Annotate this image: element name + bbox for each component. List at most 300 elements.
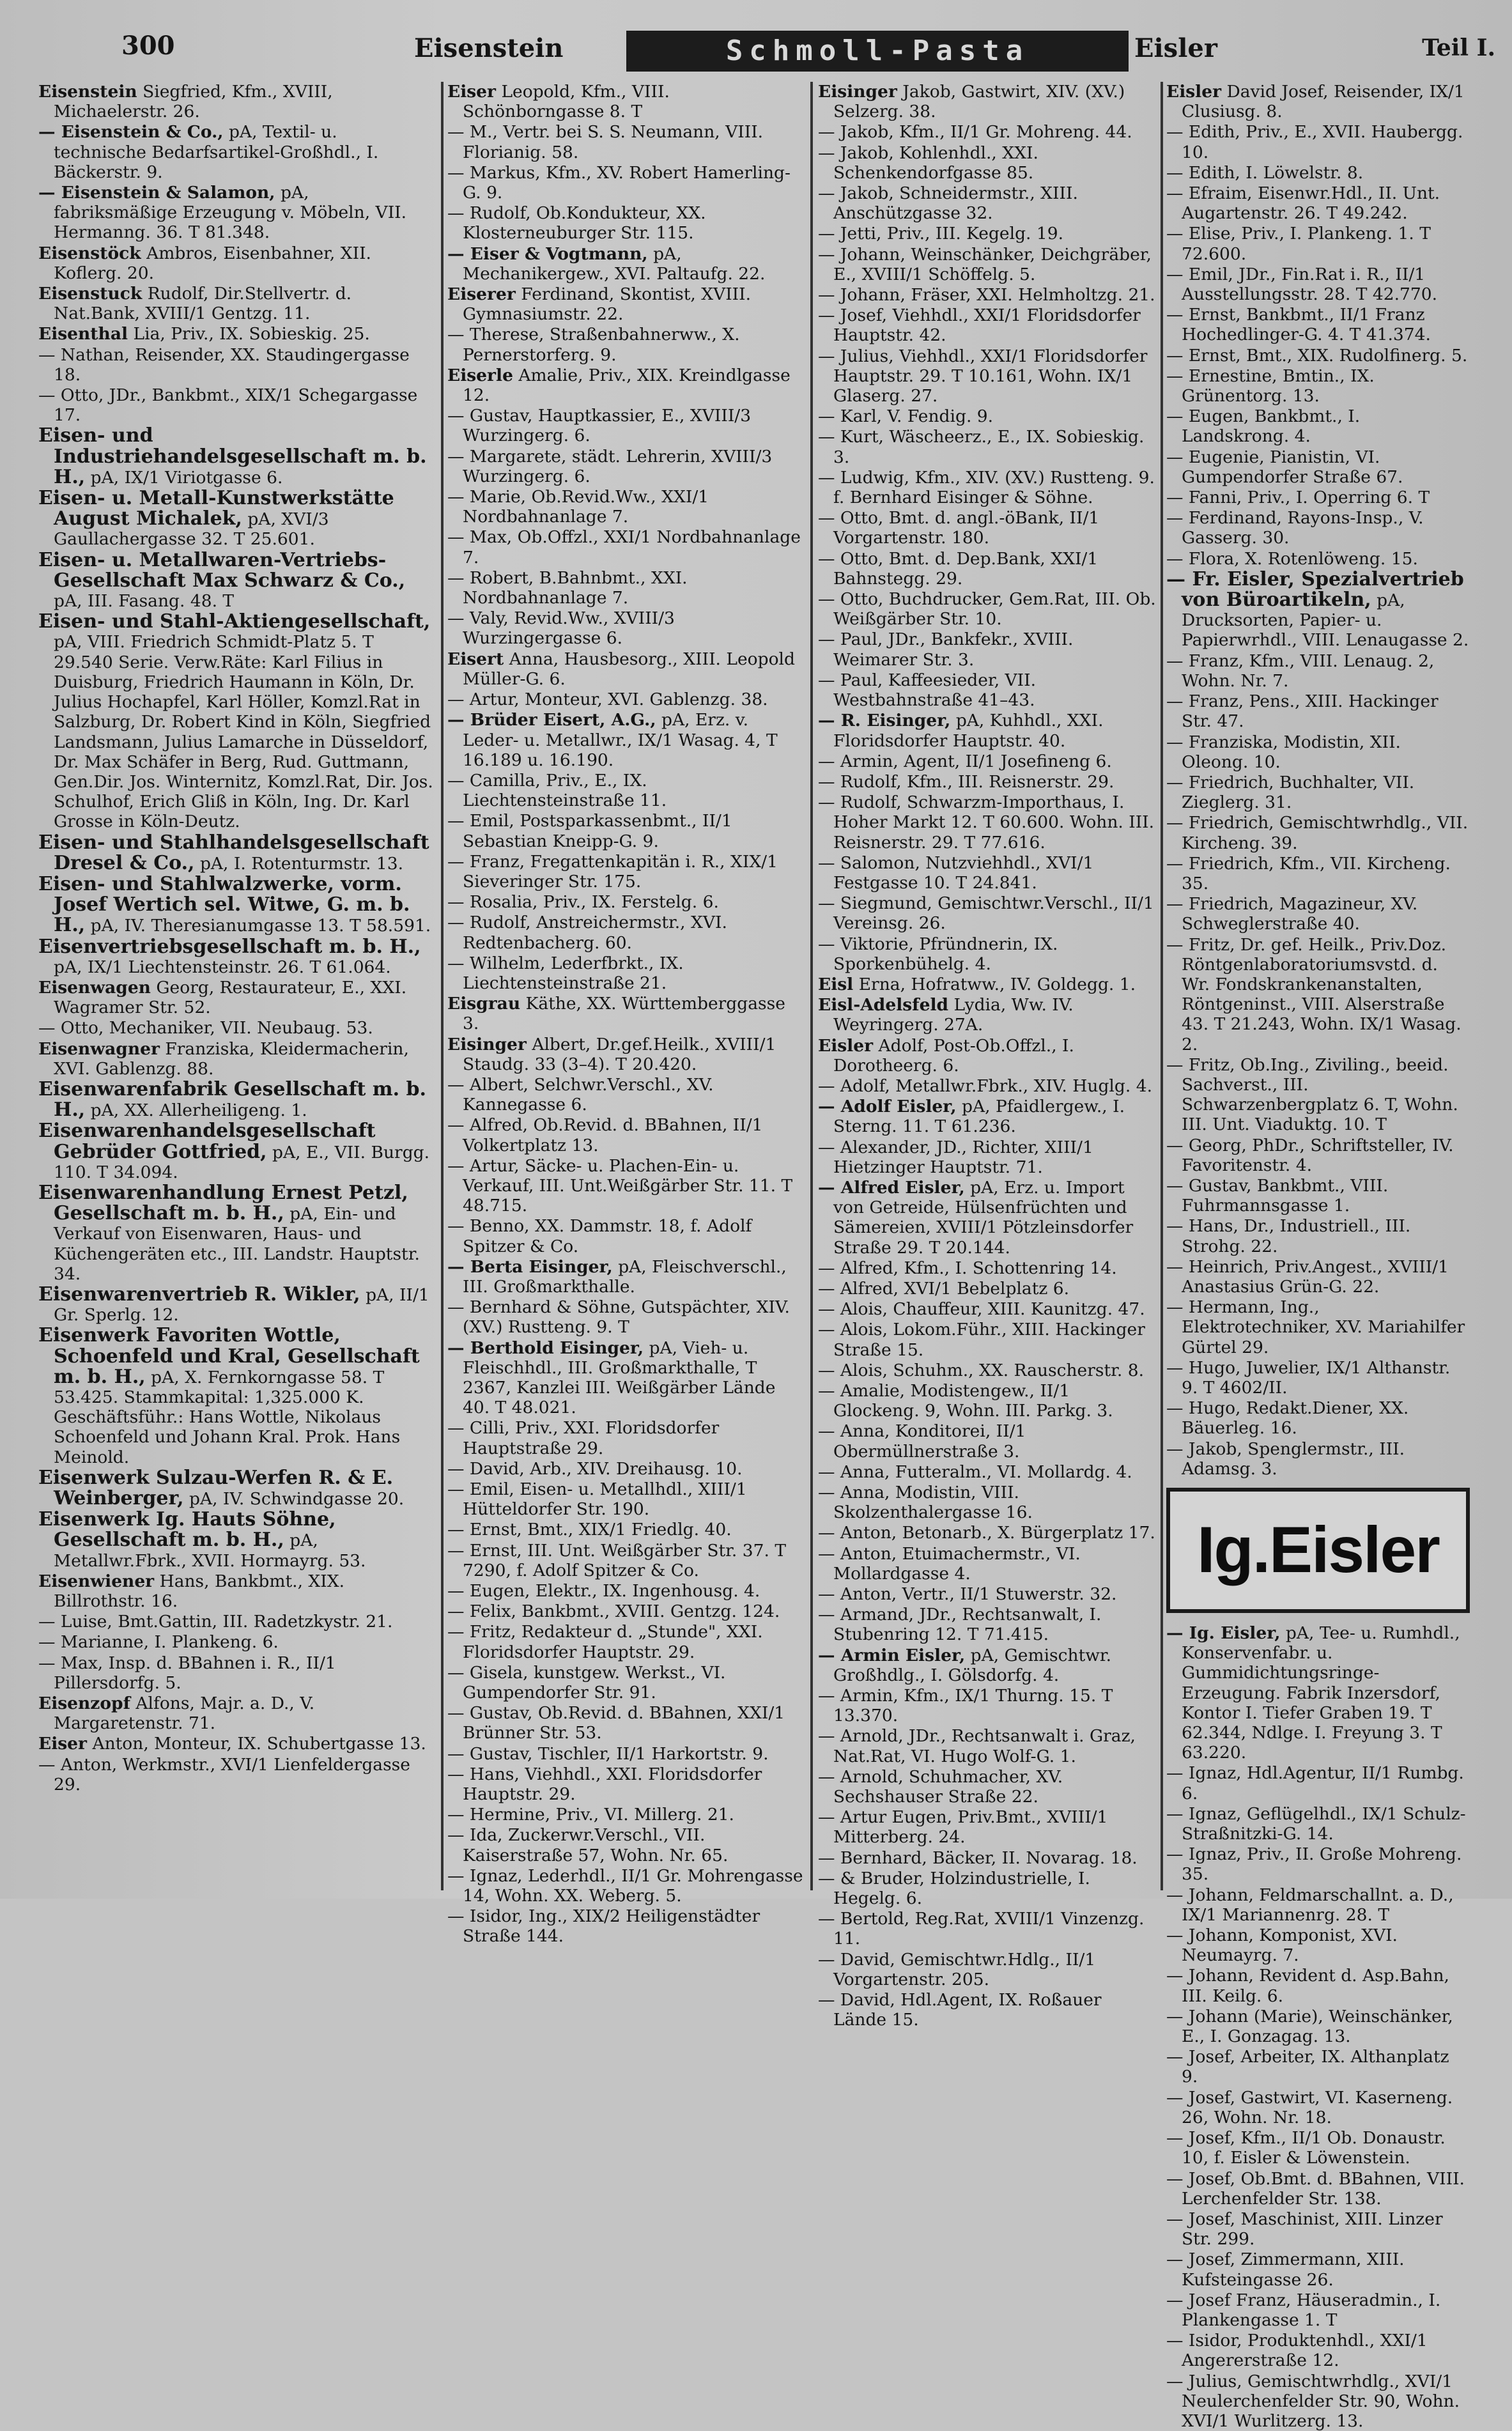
entry-details: — Alfred, Kfm., I. Schottenring 14. [818,1258,1117,1278]
entry-name: Eisenwerk Favoriten Wottle, Schoenfeld und Kral, Gesellschaft m. b. H., [38,1324,420,1388]
directory-entry [1166,813,1470,853]
entry-name: Eiser [447,82,497,102]
directory-entry [818,1909,1157,1949]
entry-details: — Johann, Feldmarschallnt. a. D., IX/1 Mariannenrg. 28. T [1166,1885,1454,1925]
page-header [121,28,1495,78]
advertisement-box [1166,1488,1470,1613]
directory-entry [447,1338,805,1418]
entry-name: Eisenstöck [38,243,141,263]
entry-details: — Franziska, Modistin, XII. Oleong. 10. [1166,732,1401,772]
entry-details: — Ernst, Bmt., XIX. Rudolfinerg. 5. [1166,345,1468,366]
directory-entry [1166,488,1470,507]
entry-name: Eisgrau [447,994,521,1014]
directory-entry [38,1694,435,1733]
entry-details: — Therese, Straßenbahnerww., X. Pernerstorferg. 9. [447,325,740,365]
entry-details: — Armin, Kfm., IX/1 Thurng. 15. T 13.370. [818,1686,1113,1726]
entry-details: — Eugen, Elektr., IX. Ingenhousg. 4. [447,1581,760,1601]
entry-details: Albert, Dr.gef.Heilk., XVIII/1 Staudg. 33 (3–4). T 20.420. [463,1034,776,1074]
directory-entry [38,1018,435,1038]
directory-entry [818,670,1157,710]
directory-entry [447,994,805,1033]
directory-entry [818,1421,1157,1461]
directory-entry [818,1299,1157,1319]
entry-details: — Margarete, städt. Lehrerin, XVIII/3 Wurzingerg. 6. [447,446,773,486]
entry-name: — Eisenstein & Co., [38,122,224,143]
entry-details: — Emil, Eisen- u. Metallhdl., XIII/1 Hütteldorfer Str. 190. [447,1479,747,1520]
entry-details: pA, XVI/3 Gaullachergasse 32. T 25.601. [54,509,329,550]
entry-details: — Marie, Ob.Revid.Ww., XXI/1 Nordbahnanlage 7. [447,487,709,527]
directory-entry [447,1744,805,1764]
directory-entry [447,1459,805,1479]
directory-entry [38,1632,435,1652]
directory-entry [818,508,1157,548]
directory-entry [1166,2047,1470,2087]
entry-details: — Felix, Bankbmt., XVIII. Gentzg. 124. [447,1601,780,1622]
directory-entry [1166,2372,1470,2431]
directory-entry [1166,1398,1470,1438]
directory-entry [818,224,1157,243]
entry-name: Eisenwagen [38,977,151,998]
directory-entry [818,143,1157,183]
directory-entry [447,1035,805,1074]
directory-entry [818,975,1157,994]
directory-entry [1166,122,1470,162]
entry-details: pA, Tee- u. Rumhdl., Konservenfabr. u. Gummidichtungsringe-Erzeugung. Fabrik Inzersdorf, Kontor I. Tiefer Graben 19. T 62.344, Ndlge. I. Freyung 3. T 63.220. [1182,1623,1460,1763]
entry-details: — Josef, Zimmermann, XIII. Kufsteingasse 26. [1166,2250,1405,2290]
entry-details: — Edith, I. Löwelstr. 8. [1166,162,1364,183]
directory-entry [818,1605,1157,1644]
entry-details: — Anton, Betonarb., X. Bürgerplatz 17. [818,1523,1155,1543]
entry-details: — Emil, Postsparkassenbmt., II/1 Sebastian Kneipp-G. 9. [447,811,732,851]
directory-entry [818,1361,1157,1380]
directory-entry [447,568,805,608]
entry-details: — Rudolf, Schwarzm-Importhaus, I. Hoher Markt 12. T 60.600. Wohn. III. Reisnerstr. 29. T 77.616. [818,792,1155,853]
entry-details: Georg, Restaurateur, E., XXI. Wagramer Str. 52. [54,977,407,1018]
entry-details: — Amalie, Modistengew., II/1 Glockeng. 9, Wohn. III. Parkg. 3. [818,1381,1113,1421]
directory-entry [818,1462,1157,1482]
directory-entry [1166,549,1470,569]
entry-name: — Ig. Eisler, [1166,1623,1281,1644]
entry-name: — Berthold Eisinger, [447,1338,644,1358]
directory-entry [447,771,805,810]
entry-details: — Artur, Monteur, XVI. Gablenzg. 38. [447,690,768,710]
entry-details: — Julius, Viehhdl., XXI/1 Floridsdorfer Hauptstr. 29. T 10.161, Wohn. IX/1 Glaserg. 27. [818,346,1148,406]
directory-entry [818,1767,1157,1807]
entry-details: — Nathan, Reisender, XX. Staudingergasse 18. [38,344,410,385]
entry-details: — Ignaz, Lederhdl., II/1 Gr. Mohrengasse 14, Wohn. XX. Weberg. 5. [447,1865,803,1906]
header-right-keyword: Eisler [1134,33,1217,63]
directory-entry [1166,569,1470,651]
directory-entry [447,1075,805,1115]
entry-details: — Isidor, Ing., XIX/2 Heiligenstädter Straße 144. [447,1906,760,1947]
directory-entry [1166,1358,1470,1398]
entry-details: — Albert, Selchwr.Verschl., XV. Kannegasse 6. [447,1074,714,1115]
directory-entry [447,1216,805,1256]
directory-entry [447,1297,805,1337]
directory-entry [38,1121,435,1182]
directory-entry [38,488,435,550]
entry-details: — Fanni, Priv., I. Operring 6. T [1166,488,1430,508]
entry-name: — R. Eisinger, [818,711,951,731]
entry-details: — Anton, Vertr., II/1 Stuwerstr. 32. [818,1584,1117,1605]
directory-entry [447,608,805,648]
header-part-label: Teil I. [1422,35,1495,61]
entry-details: — Artur, Säcke- u. Plachen-Ein- u. Verkauf, III. Unt.Weißgärber Str. 11. T 48.715. [447,1155,793,1216]
directory-entry [447,913,805,952]
directory-entry [1166,2290,1470,2330]
entry-details: — Friedrich, Kfm., VII. Kircheng. 35. [1166,853,1451,893]
entry-details: pA, Vieh- u. Fleischhdl., III. Großmarkthalle, T 2367, Kanzlei III. Weißgärber Lände 40. T 48.021. [463,1338,776,1418]
entry-details: pA, Textil- u. technische Bedarfsartikel-Großhdl., I. Bäckerstr. 9. [54,122,379,182]
entry-details: — Jakob, Schneidermstr., XIII. Anschützgasse 32. [818,183,1078,224]
entry-details: — Ernestine, Bmtin., IX. Grünentorg. 13. [1166,366,1375,406]
directory-entry [447,649,805,689]
entry-details: — M., Vertr. bei S. S. Neumann, VIII. Florianig. 58. [447,122,764,162]
entry-name: Eiserer [447,284,516,305]
directory-entry [38,324,435,344]
entry-details: — Josef, Viehhdl., XXI/1 Floridsdorfer Hauptstr. 42. [818,305,1141,346]
directory-entry [38,1509,435,1571]
directory-entry [447,203,805,243]
entry-name: Eisenwarenvertrieb R. Wikler, [38,1283,360,1306]
entry-details: pA, IV. Theresianumgasse 13. T 58.591. [90,916,431,936]
entry-name: — Alfred Eisler, [818,1177,965,1198]
entry-name: Eisenzopf [38,1694,130,1714]
directory-entry [447,406,805,445]
directory-entry [447,1257,805,1297]
directory-entry [818,122,1157,142]
directory-entry [818,1483,1157,1522]
entry-details: — & Bruder, Holzindustrielle, I. Hegelg. 6. [818,1868,1090,1909]
entry-details: Lia, Priv., IX. Sobieskig. 25. [133,324,370,344]
entry-details: Hans, Bankbmt., XIX. Billrothstr. 16. [54,1571,345,1612]
directory-entry [447,710,805,770]
directory-entry [818,589,1157,629]
entry-details: — Fritz, Dr. gef. Heilk., Priv.Doz. Röntgenlaboratoriumsvstd. d. Wr. Fondskrankenanstalten, Röntgeninst., VIII. Alserstraße 43. T 21.243, Wohn. IX/1 Wasag. 2. [1166,934,1462,1054]
directory-entry [38,978,435,1017]
directory-entry [818,305,1157,345]
entry-details: — Isidor, Produktenhdl., XXI/1 Angererstraße 12. [1166,2331,1428,2371]
directory-entry [1166,366,1470,406]
directory-entry [447,811,805,851]
entry-details: — Rudolf, Ob.Kondukteur, XX. Klosterneuburger Str. 115. [447,203,706,243]
entry-name: — Armin Eisler, [818,1645,966,1665]
entry-name: Eisen- und Stahl-Aktiengesellschaft, [38,610,431,633]
entry-name: Eisenvertriebsgesellschaft m. b. H., [38,935,421,958]
entry-details: — Otto, Bmt. d. angl.-öBank, II/1 Vorgartenstr. 180. [818,508,1100,548]
entry-details: pA, Drucksorten, Papier- u. Papierwrhdl., VIII. Lenaugasse 2. [1182,590,1469,651]
directory-entry [818,1381,1157,1421]
advertisement-brand: Ig.Eisler [1197,1513,1439,1587]
directory-entry [818,772,1157,792]
directory-entry [447,892,805,912]
directory-entry [447,1866,805,1906]
entry-details: — Armin, Agent, II/1 Josefineng 6. [818,751,1112,771]
directory-entry [1166,691,1470,731]
entry-details: — Max, Insp. d. BBahnen i. R., II/1 Pillersdorfg. 5. [38,1653,336,1693]
directory-entry [38,1183,435,1284]
entry-details: — Georg, PhDr., Schriftsteller, IV. Favoritenstr. 4. [1166,1135,1454,1175]
entry-details: — David, Arb., XIV. Dreihausg. 10. [447,1458,743,1479]
entry-details: pA, I. Rotenturmstr. 13. [199,853,404,874]
column-divider [810,82,813,1890]
directory-entry [38,1039,435,1079]
entry-details: — Robert, B.Bahnbmt., XXI. Nordbahnanlage 7. [447,567,688,608]
directory-entry [447,1825,805,1865]
directory-entry [1166,1055,1470,1135]
entry-details: Alfons, Majr. a. D., V. Margaretenstr. 71. [54,1694,315,1734]
directory-entry [1166,447,1470,487]
directory-entry [38,1653,435,1693]
directory-entry [38,1325,435,1467]
directory-entry [818,995,1157,1035]
directory-entry [447,1115,805,1155]
directory-entry [447,953,805,993]
directory-entry [38,345,435,385]
directory-entry [818,468,1157,507]
entry-details: — Fritz, Redakteur d. „Stunde", XXI. Floridsdorfer Hauptstr. 29. [447,1622,763,1662]
directory-entry [38,833,435,874]
directory-entry [1166,935,1470,1054]
entry-name: Eisenwarenfabrik Gesellschaft m. b. H., [38,1077,426,1122]
entry-name: Eisenwarenhandelsgesellschaft Gebrüder Gottfried, [38,1120,376,1163]
directory-entry [1166,1216,1470,1256]
entry-details: — Camilla, Priv., E., IX. Liechtensteinstraße 11. [447,770,667,811]
entry-details: — Ignaz, Hdl.Agentur, II/1 Rumbg. 6. [1166,1763,1464,1803]
entry-details: — Jakob, Kfm., II/1 Gr. Mohreng. 44. [818,122,1132,143]
entry-details: — Hermine, Priv., VI. Millerg. 21. [447,1805,734,1825]
entry-details: — Arnold, JDr., Rechtsanwalt i. Graz, Nat.Rat, VI. Hugo Wolf-G. 1. [818,1726,1136,1766]
directory-entry [818,183,1157,223]
directory-entry [38,243,435,283]
entry-details: — Flora, X. Rotenlöweng. 15. [1166,548,1418,569]
entry-details: — Josef, Gastwirt, VI. Kaserneng. 26, Wohn. Nr. 18. [1166,2087,1453,2127]
column-3 [818,82,1157,2030]
entry-details: — Efraim, Eisenwr.Hdl., II. Unt. Augartenstr. 26. T 49.242. [1166,183,1440,224]
entry-details: — Hans, Viehhdl., XXI. Floridsdorfer Hauptstr. 29. [447,1764,762,1805]
directory-entry [818,1646,1157,1685]
directory-entry [818,792,1157,853]
entry-details: — Ida, Zuckerwr.Verschl., VII. Kaiserstraße 57, Wohn. Nr. 65. [447,1825,729,1865]
directory-entry [447,1418,805,1458]
directory-entry [38,1755,435,1794]
directory-entry [818,82,1157,121]
entry-details: — Emil, JDr., Fin.Rat i. R., II/1 Ausstellungsstr. 28. T 42.770. [1166,264,1438,305]
entry-details: — Salomon, Nutzviehhdl., XVI/1 Festgasse 10. T 24.841. [818,853,1094,893]
directory-entry [818,1320,1157,1359]
directory-entry [447,1601,805,1621]
entry-details: — Ignaz, Geflügelhdl., IX/1 Schulz-Straßnitzki-G. 14. [1166,1803,1466,1844]
directory-entry [1166,2088,1470,2127]
entry-details: — Franz, Fregattenkapitän i. R., XIX/1 Sieveringer Str. 175. [447,851,778,891]
directory-entry [447,690,805,709]
entry-details: Amalie, Priv., XIX. Kreindlgasse 12. [463,365,791,406]
entry-name: Eisenwagner [38,1038,160,1059]
directory-entry [818,1848,1157,1868]
directory-entry [1166,2250,1470,2289]
entry-details: — Alexander, JD., Richter, XIII/1 Hietzinger Hauptstr. 71. [818,1137,1093,1177]
entry-details: — Anton, Werkmstr., XVI/1 Lienfeldergasse 29. [38,1754,410,1794]
entry-details: — Elise, Priv., I. Plankeng. 1. T 72.600. [1166,224,1431,264]
entry-details: pA, IV. Schwindgasse 20. [189,1489,405,1509]
entry-details: — Ernst, III. Unt. Weißgärber Str. 37. T 7290, f. Adolf Spitzer & Co. [447,1540,786,1580]
column-4 [1166,82,1470,2431]
directory-entry [1166,1804,1470,1844]
directory-entry [818,1726,1157,1766]
entry-details: — Hermann, Ing., Elektrotechniker, XV. Mariahilfer Gürtel 29. [1166,1297,1465,1357]
entry-name: Eisler [1166,82,1222,102]
directory-entry [447,487,805,527]
directory-entry [1166,183,1470,223]
directory-entry [1166,1885,1470,1925]
directory-entry [447,1479,805,1519]
directory-entry [1166,2007,1470,2046]
directory-entry [1166,265,1470,304]
entry-name: Eisenthal [38,324,128,344]
entry-details: — Johann, Komponist, XVI. Neumayrg. 7. [1166,1926,1398,1966]
entry-details: — Alois, Lokom.Führ., XIII. Hackinger Straße 15. [818,1320,1145,1360]
entry-name: Eisen- u. Metallwaren-Vertriebs-Gesellschaft Max Schwarz & Co., [38,548,406,592]
entry-details: — Otto, Buchdrucker, Gem.Rat, III. Ob. Weißgärber Str. 10. [818,589,1156,629]
directory-entry [1166,346,1470,366]
entry-details: Jakob, Gastwirt, XIV. (XV.) Selzerg. 38. [833,82,1125,122]
entry-details: pA, Gemischtwr. Großhdlg., I. Gölsdorfg. 4. [833,1645,1112,1685]
entry-details: — Josef, Kfm., II/1 Ob. Donaustr. 10, f. Eisler & Löwenstein. [1166,2128,1446,2168]
entry-details: — Rudolf, Kfm., III. Reisnerstr. 29. [818,771,1115,792]
entry-details: — Ferdinand, Rayons-Insp., V. Gasserg. 30. [1166,508,1424,548]
entry-details: pA, IX/1 Liechtensteinstr. 26. T 61.064. [54,957,391,977]
entry-details: — Franz, Kfm., VIII. Lenaug. 2, Wohn. Nr. 7. [1166,651,1435,691]
directory-entry [447,447,805,486]
entry-details: Käthe, XX. Württemberggasse 3. [463,994,785,1034]
entry-details: — Anna, Modistin, VIII. Skolzenthalergasse 16. [818,1483,1033,1523]
entry-details: — Edith, Priv., E., XVII. Haubergg. 10. [1166,122,1463,162]
entry-name: Eisinger [818,82,897,102]
entry-name: — Berta Eisinger, [447,1256,613,1277]
directory-entry [1166,1257,1470,1297]
entry-details: Erna, Hofratww., IV. Goldegg. 1. [858,974,1136,994]
entry-details: — Friedrich, Buchhalter, VII. Zieglerg. 31. [1166,772,1415,813]
entry-name: — Fr. Eisler, Spezialvertrieb von Büroartikeln, [1166,567,1464,612]
directory-entry [818,245,1157,284]
entry-details: — Gustav, Hauptkassier, E., XVIII/3 Wurzingerg. 6. [447,406,752,446]
directory-entry [818,1523,1157,1543]
page-number: 300 [121,31,175,61]
entry-details: — Gustav, Tischler, II/1 Harkortstr. 9. [447,1743,769,1764]
entry-details: — Ludwig, Kfm., XIV. (XV.) Rustteng. 9. f. Bernhard Eisinger & Söhne. [818,467,1155,508]
column-1 [38,82,435,1890]
directory-entry [38,874,435,936]
entry-name: Eisert [447,649,504,669]
directory-entry [1166,305,1470,344]
directory-entry [818,1686,1157,1725]
entry-details: — Paul, Kaffeesieder, VII. Westbahnstraße 41–43. [818,670,1037,711]
entry-details: — Julius, Gemischtwrhdlg., XVI/1 Neulerchenfelder Str. 90, Wohn. XVI/1 Wurlitzerg. 13. [1166,2371,1460,2431]
entry-details: — Eugen, Bankbmt., I. Landskrong. 4. [1166,406,1361,447]
entry-details: — Heinrich, Priv.Angest., XVIII/1 Anastasius Grün-G. 22. [1166,1256,1449,1297]
directory-entry [447,163,805,203]
directory-entry [447,1764,805,1804]
entry-details: — Kurt, Wäscheerz., E., IX. Sobieskig. 3. [818,427,1145,467]
entry-details: Lydia, Ww. IV. Weyringerg. 27A. [833,995,1074,1035]
directory-entry [38,82,435,121]
directory-entry [447,1663,805,1702]
directory-entry [1166,508,1470,548]
entry-details: — Paul, JDr., Bankfekr., XVIII. Weimarer Str. 3. [818,629,1074,670]
entry-details: pA, III. Fasang. 48. T [54,591,235,612]
directory-entry [818,346,1157,406]
directory-entry [447,1541,805,1580]
entry-details: — Arnold, Schuhmacher, XV. Sechshauser Straße 22. [818,1766,1063,1807]
entry-name: Eisenwerk Ig. Hauts Söhne, Gesellschaft m. b. H., [38,1508,336,1552]
directory-entry [38,183,435,243]
entry-details: — Hugo, Juwelier, IX/1 Althanstr. 9. T 4602/II. [1166,1357,1451,1398]
directory-entry [38,937,435,977]
entry-name: Eisenwarenhandlung Ernest Petzl, Gesellschaft m. b. H., [38,1181,408,1225]
directory-entry [818,406,1157,426]
directory-entry [38,550,435,612]
directory-entry [1166,406,1470,446]
directory-entry [447,1703,805,1743]
entry-details: — Gustav, Ob.Revid. d. BBahnen, XXI/1 Brünner Str. 53. [447,1703,785,1743]
directory-entry [447,325,805,364]
entry-details: Franziska, Kleidermacherin, XVI. Gablenzg. 88. [54,1038,409,1079]
directory-entry [447,1805,805,1825]
entry-name: Eisenwerk Sulzau-Werfen R. & E. Weinberger, [38,1466,394,1510]
entry-name: — Adolf Eisler, [818,1097,957,1117]
entry-details: pA, fabriksmäßige Erzeugung v. Möbeln, VII. Hermanng. 36. T 81.348. [54,183,407,243]
entry-details: — Josef, Arbeiter, IX. Althanplatz 9. [1166,2047,1449,2087]
entry-details: pA, Fleischverschl., III. Großmarkthalle. [463,1256,787,1297]
entry-details: — Johann (Marie), Weinschänker, E., I. Gonzagag. 13. [1166,2006,1453,2047]
directory-entry [1166,163,1470,183]
directory-entry [1166,2209,1470,2249]
entry-details: — Max, Ob.Offzl., XXI/1 Nordbahnanlage 7. [447,527,801,567]
directory-entry [447,1520,805,1540]
entry-details: — Luise, Bmt.Gattin, III. Radetzkystr. 21. [38,1612,393,1632]
entry-details: — Eugenie, Pianistin, VI. Gumpendorfer Straße 67. [1166,447,1403,487]
entry-details: — Benno, XX. Dammstr. 18, f. Adolf Spitzer & Co. [447,1216,752,1256]
directory-entry [447,527,805,567]
entry-details: Ferdinand, Skontist, XVIII. Gymnasiumstr. 22. [463,284,752,325]
entry-details: pA, IX/1 Viriotgasse 6. [90,467,283,488]
directory-entry [818,285,1157,305]
directory-entry [1166,1844,1470,1884]
directory-entry [818,1807,1157,1847]
entry-details: Rudolf, Dir.Stellvertr. d. Nat.Bank, XVIII/1 Gentzg. 11. [54,284,352,324]
directory-entry [1166,1966,1470,2005]
entry-details: — Armand, JDr., Rechtsanwalt, I. Stubenring 12. T 71.415. [818,1605,1102,1645]
directory-entry [1166,2128,1470,2168]
entry-details: — Jakob, Kohlenhdl., XXI. Schenkendorfgasse 85. [818,143,1038,183]
entry-details: Anton, Monteur, IX. Schubertgasse 13. [92,1734,426,1754]
directory-entry [818,1097,1157,1136]
directory-entry [1166,1926,1470,1965]
entry-details: pA, X. Fernkorngasse 58. T 53.425. Stammkapital: 1,325.000 K. Geschäftsführ.: Hans Wottle, Nikolaus Schoenfeld und Johann Kral. Prok. Hans Meinold. [54,1367,401,1467]
entry-details: — Rudolf, Anstreichermstr., XVI. Redtenbacherg. 60. [447,913,727,953]
entry-details: — Gisela, kunstgew. Werkst., VI. Gumpendorfer Str. 91. [447,1662,726,1703]
entry-details: pA, II/1 Gr. Sperlg. 12. [54,1285,429,1325]
column-divider [441,82,444,1890]
entry-details: — Cilli, Priv., XXI. Floridsdorfer Hauptstraße 29. [447,1418,720,1458]
entry-details: pA, VIII. Friedrich Schmidt-Platz 5. T 29.540 Serie. Verw.Räte: Karl Filius in Duisburg, Friedrich Haumann in Köln, Dr. Julius Hochapfel, Karl Höller, Komzl.Rat in Salzburg, Dr. Robert Kind in Köln, Siegfried Landsmann, Julius Lamarche in Düsseldorf, Dr. Max Schäfer in Berg, Rud. Guttmann, Gen.Dir. Jos. Winternitz, Komzl.Rat, Dir. Jos. Schulhof, Erich Gliß in Köln, Ing. Dr. Karl Grosse in Köln-Deutz. [54,632,433,832]
entry-details: Adolf, Post-Ob.Offzl., I. Dorotheerg. 6. [833,1035,1074,1076]
directory-entry [818,853,1157,893]
directory-entry [818,629,1157,669]
entry-details: — David, Gemischtwr.Hdlg., II/1 Vorgartenstr. 205. [818,1949,1096,1989]
directory-entry [447,284,805,324]
entry-name: Eisl-Adelsfeld [818,995,949,1015]
